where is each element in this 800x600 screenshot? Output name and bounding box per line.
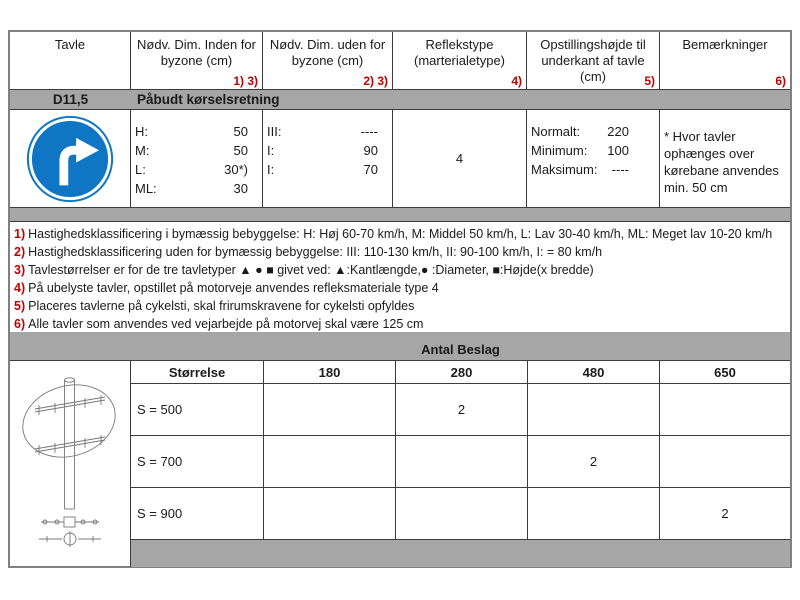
footnote [14, 297, 790, 315]
footnote-text: Tavlestørrelser er for de tre tavletyper ▲ ● ■ givet ved: ▲:Kantlængde,● :Diameter, ■:Højde(x bredde) [28, 263, 594, 277]
sign-image-cell [10, 110, 131, 207]
beslag-count: 2 [396, 384, 528, 435]
post-drawing-cell [10, 361, 131, 567]
dim-value: 30*) [224, 162, 248, 177]
beslag-count [660, 436, 790, 487]
footnote-ref: 4) [511, 74, 522, 88]
dim-uden-cell [263, 110, 393, 207]
footnote-ref: 1) 3) [233, 74, 258, 88]
beslag-header-row [131, 361, 790, 384]
header-bemaerkninger [660, 32, 790, 89]
beslag-header-280: 280 [396, 361, 528, 383]
beslag-count [264, 488, 396, 539]
footnote-number: 6) [14, 317, 26, 331]
hoejde-value: 220 [607, 124, 629, 139]
header-label: Reflekstype (marterialetype) [413, 37, 506, 68]
dim-label: I: [267, 162, 275, 177]
reflekstype-cell [393, 110, 527, 207]
beslag-row-700 [131, 436, 790, 488]
dim-label: H: [135, 124, 148, 139]
sign-name: Påbudt kørselsretning [137, 92, 280, 107]
antal-beslag-band [10, 332, 790, 361]
sign-id-band [10, 90, 790, 110]
dim-value: ---- [360, 124, 378, 139]
footnote-number: 3) [14, 263, 26, 277]
footnote [14, 243, 790, 261]
turn-right-sign-icon [26, 115, 114, 203]
footnote-number: 2) [14, 245, 26, 259]
beslag-header-480: 480 [528, 361, 660, 383]
bemaerkning-cell [660, 110, 790, 207]
dim-value: 30 [233, 181, 248, 196]
footnote-number: 4) [14, 281, 26, 295]
hoejde-label: Normalt: [531, 124, 581, 139]
dim-label: III: [267, 124, 282, 139]
footnote [14, 225, 790, 243]
beslag-size-label: S = 500 [131, 384, 264, 435]
beslag-grid [131, 361, 790, 567]
header-label: Bemærkninger [682, 37, 768, 52]
hoejde-cell [527, 110, 660, 207]
sign-id: D11,5 [52, 92, 89, 107]
beslag-count [396, 488, 528, 539]
reflekstype-value: 4 [455, 151, 464, 166]
beslag-count [528, 488, 660, 539]
separator-band [10, 208, 790, 222]
footnote-text: Placeres tavlerne på cykelsti, skal frirumskravene for cykelsti opfyldes [28, 299, 415, 313]
footnote-text: Alle tavler som anvendes ved vejarbejde på motorvej skal være 125 cm [28, 317, 424, 331]
header-row [10, 32, 790, 90]
dim-value: 90 [363, 143, 378, 158]
hoejde-label: Minimum: [531, 143, 588, 158]
dim-value: 50 [233, 143, 248, 158]
hoejde-value: ---- [611, 162, 629, 177]
header-hoejde [527, 32, 660, 89]
dim-label: L: [135, 162, 146, 177]
footnote [14, 279, 790, 297]
dim-label: I: [267, 143, 275, 158]
header-dim-uden [263, 32, 393, 89]
beslag-header-650: 650 [714, 364, 736, 380]
beslag-count [264, 436, 396, 487]
sign-data-row [10, 110, 790, 208]
footnote-text: Hastighedsklassificering uden for bymæssig bebyggelse: III: 110-130 km/h, II: 90-100 km/h, I: = 80 km/h [28, 245, 603, 259]
footnote-text: På ubelyste tavler, opstillet på motorveje anvendes refleksmateriale type 4 [28, 281, 439, 295]
beslag-count [396, 436, 528, 487]
header-reflekstype [393, 32, 527, 89]
beslag-header-stoerrelse: Størrelse [131, 361, 264, 383]
footnote-ref: 2) 3) [363, 74, 388, 88]
antal-beslag-title: Antal Beslag [421, 342, 500, 357]
header-label: Tavle [54, 37, 86, 52]
beslag-header-180: 180 [264, 361, 396, 383]
post-mounting-drawing-icon [17, 369, 123, 549]
header-label: Nødv. Dim. uden for byzone (cm) [269, 37, 386, 68]
beslag-count [528, 384, 660, 435]
beslag-size-label: S = 700 [131, 436, 264, 487]
header-tavle [10, 32, 131, 89]
beslag-row-900 [131, 488, 790, 540]
header-label: Opstillingshøjde til underkant af tavle (cm) [540, 37, 646, 84]
bemaerkning-text: * Hvor tavler ophænges over kørebane anvendes min. 50 cm [664, 129, 779, 195]
footnote-text: Hastighedsklassificering i bymæssig bebyggelse: H: Høj 60-70 km/h, M: Middel 50 km/h, L: Lav 30-40 km/h, ML: Meget lav 10-20 km/h [28, 227, 773, 241]
footnotes [10, 222, 790, 332]
dim-value: 70 [363, 162, 378, 177]
dim-label: ML: [135, 181, 157, 196]
dim-value: 50 [233, 124, 248, 139]
sign-spec-sheet [8, 30, 792, 568]
footnote [14, 315, 790, 333]
footnote-ref: 6) [775, 74, 786, 88]
hoejde-value: 100 [607, 143, 629, 158]
footnote [14, 261, 790, 279]
footnote-number: 5) [14, 299, 26, 313]
beslag-count: 2 [721, 506, 729, 521]
footnote-ref: 5) [644, 74, 655, 88]
beslag-row-500 [131, 384, 790, 436]
dim-inden-cell [131, 110, 263, 207]
footnote-number: 1) [14, 227, 26, 241]
beslag-count: 2 [528, 436, 660, 487]
header-label: Nødv. Dim. Inden for byzone (cm) [137, 37, 256, 68]
beslag-count [264, 384, 396, 435]
beslag-count [660, 384, 790, 435]
header-dim-inden [131, 32, 263, 89]
hoejde-label: Maksimum: [531, 162, 598, 177]
dim-label: M: [135, 143, 150, 158]
beslag-table [10, 361, 790, 567]
beslag-size-label: S = 900 [131, 488, 264, 539]
bottom-gray-band [131, 540, 790, 567]
